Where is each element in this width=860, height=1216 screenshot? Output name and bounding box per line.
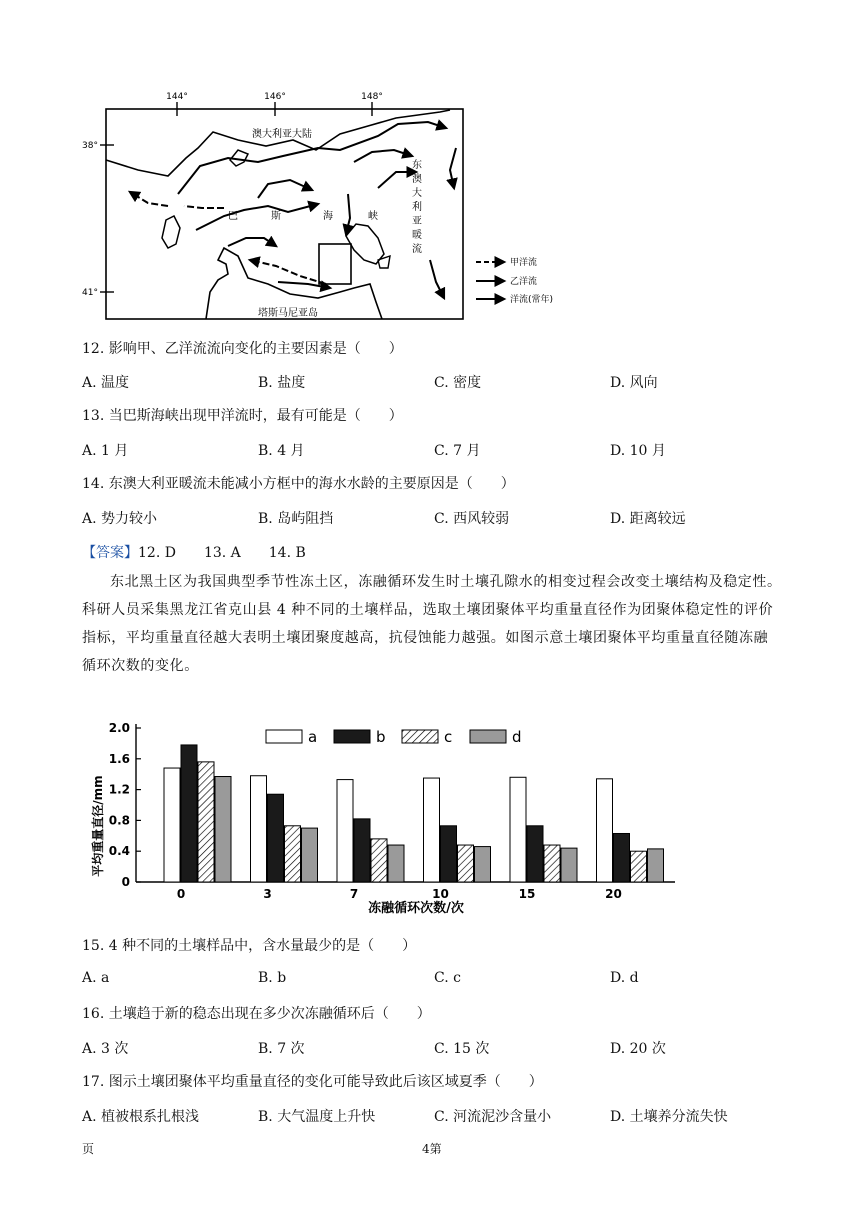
bar-c-3: [285, 826, 301, 882]
label-eac-3: 大: [412, 188, 422, 199]
label-eac-2: 澳: [412, 174, 422, 185]
chart-ylabel: 平均重量直径/mm: [91, 775, 105, 877]
bar-b-20: [614, 833, 630, 882]
legend-swatch-c: [402, 730, 438, 743]
y-tick-label: 1.6: [108, 751, 130, 766]
bar-d-3: [302, 828, 318, 882]
study-box: [319, 244, 351, 284]
bar-b-10: [441, 826, 457, 882]
jia-current-south: [250, 260, 326, 284]
bar-a-7: [337, 780, 353, 882]
q13-option-b[interactable]: B. 4 月: [258, 443, 305, 459]
y-tick-label: 1.2: [108, 782, 130, 797]
bar-a-15: [510, 777, 526, 882]
q15-option-a[interactable]: A. a: [82, 970, 110, 986]
bar-c-15: [544, 845, 560, 882]
q16-option-d[interactable]: D. 20 次: [610, 1041, 666, 1057]
bar-c-20: [631, 851, 647, 882]
q17-option-d[interactable]: D. 土壤养分流失快: [610, 1109, 728, 1125]
y-tick-label: 0: [121, 875, 130, 889]
bar-b-3: [268, 794, 284, 882]
chart-xlabel: 冻融循环次数/次: [368, 901, 464, 916]
lat-label-41: 41°: [82, 288, 98, 298]
bar-a-20: [597, 779, 613, 882]
map-frame: [106, 109, 463, 319]
q12-option-b[interactable]: B. 盐度: [258, 375, 306, 391]
legend-yi: 乙洋流: [510, 277, 538, 287]
label-eac-6: 暖: [412, 230, 422, 241]
answer-tag: 【答案】: [82, 545, 138, 561]
y-tick-label: 2.0: [108, 721, 130, 735]
legend-swatch-a: [266, 730, 302, 743]
answer-line: [82, 542, 306, 562]
q16-option-b[interactable]: B. 7 次: [258, 1041, 305, 1057]
jia-current-west: [130, 192, 168, 206]
bar-a-10: [424, 778, 440, 882]
perennial-current-5: [430, 260, 444, 298]
answer-text: 12. D 13. A 14. B: [138, 545, 306, 561]
x-tick-label: 7: [349, 887, 359, 901]
bar-b-7: [354, 819, 370, 882]
legend-label-b: b: [376, 728, 386, 746]
legend-swatch-b: [334, 730, 370, 743]
bar-b-0: [181, 745, 197, 882]
label-tasmania: 塔斯马尼亚岛: [258, 308, 318, 319]
label-eac-4: 利: [412, 202, 422, 213]
label-bass-3: 海: [323, 211, 333, 222]
legend-label-c: c: [444, 728, 453, 746]
q13-option-d[interactable]: D. 10 月: [610, 443, 666, 459]
lon-label-148: 148°: [361, 92, 383, 102]
x-tick-label: 10: [432, 887, 449, 901]
q15-option-b[interactable]: B. b: [258, 970, 287, 986]
yi-current-south: [228, 238, 276, 246]
passage: 东北黑土区为我国典型季节性冻土区，冻融循环发生时土壤孔隙水的相变过程会改变土壤结构及稳定性。科研人员采集黑龙江省克山县 4 种不同的土壤样品，选取土壤团聚体平均重量直径作为团聚体稳定性的评价指标，平均重量直径越大表明土壤团聚度越高，抗侵蚀能力越强。如图示意土壤团聚体平均重量直径随冻融循环次数的变化。: [82, 574, 782, 674]
q17-option-c[interactable]: C. 河流泥沙含量小: [434, 1109, 552, 1125]
y-tick-label: 0.8: [108, 813, 130, 828]
yi-current-middle: [196, 204, 318, 230]
bar-d-0: [215, 777, 231, 882]
bar-d-15: [561, 848, 577, 882]
perennial-current-6: [258, 180, 312, 198]
q17-option-b[interactable]: B. 大气温度上升快: [258, 1109, 376, 1125]
x-tick-label: 20: [605, 887, 622, 901]
bar-d-20: [648, 849, 664, 882]
label-eac-7: 流: [412, 244, 422, 255]
question-15: 15. 4 种不同的土壤样品中，含水量最少的是（ ）: [82, 938, 417, 954]
q17-option-a[interactable]: A. 植被根系扎根浅: [82, 1109, 200, 1125]
label-eac-1: 东: [412, 160, 422, 171]
bar-b-15: [527, 826, 543, 882]
q13-option-c[interactable]: C. 7 月: [434, 443, 481, 459]
label-eac-5: 亚: [412, 216, 422, 227]
lat-label-38: 38°: [82, 141, 98, 151]
label-bass-2: 斯: [271, 211, 281, 222]
bar-a-0: [164, 768, 180, 882]
q12-option-d[interactable]: D. 风向: [610, 375, 658, 391]
legend-swatch-d: [470, 730, 506, 743]
question-16: 16. 土壤趋于新的稳态出现在多少次冻融循环后（ ）: [82, 1006, 431, 1022]
x-tick-label: 15: [518, 887, 536, 901]
q15-option-c[interactable]: C. c: [434, 970, 461, 986]
aggregate-diameter-chart: [80, 714, 680, 920]
australia-coastline: [106, 110, 450, 176]
label-australia: 澳大利亚大陆: [252, 129, 312, 140]
question-17: 17. 图示土壤团聚体平均重量直径的变化可能导致此后该区域夏季（ ）: [82, 1074, 543, 1090]
bar-d-7: [388, 845, 404, 882]
q15-option-d[interactable]: D. d: [610, 970, 639, 986]
perennial-current-3: [346, 194, 350, 234]
king-island: [162, 216, 180, 248]
q13-option-a[interactable]: A. 1 月: [82, 443, 129, 459]
question-12: 12. 影响甲、乙洋流流向变化的主要因素是（ ）: [82, 341, 403, 357]
perennial-current-4: [450, 148, 456, 188]
legend-label-a: a: [308, 728, 318, 746]
bar-c-10: [458, 845, 474, 882]
q14-option-a[interactable]: A. 势力较小: [82, 511, 158, 527]
lon-label-146: 146°: [264, 92, 286, 102]
bass-strait-map: [78, 88, 558, 324]
q12-option-c[interactable]: C. 密度: [434, 375, 482, 391]
y-tick-label: 0.4: [108, 844, 130, 859]
legend-jia: 甲洋流: [510, 258, 538, 268]
page-number: 4第: [422, 1142, 442, 1156]
x-tick-label: 3: [263, 887, 272, 901]
q14-option-b[interactable]: B. 岛屿阻挡: [258, 511, 334, 527]
yi-current-north: [178, 122, 446, 194]
question-14: 14. 东澳大利亚暖流未能减小方框中的海水水龄的主要原因是（ ）: [82, 476, 515, 492]
legend-label-d: d: [512, 728, 522, 746]
q14-option-d[interactable]: D. 距离较远: [610, 511, 686, 527]
bar-d-10: [475, 847, 491, 882]
q14-option-c[interactable]: C. 西风较弱: [434, 511, 510, 527]
bar-a-3: [251, 776, 267, 882]
legend-perennial: 洋流(常年): [510, 295, 554, 305]
perennial-current-1: [354, 150, 412, 162]
footer-left: 页: [82, 1142, 95, 1156]
q12-option-a[interactable]: A. 温度: [82, 375, 130, 391]
q16-option-a[interactable]: A. 3 次: [82, 1041, 129, 1057]
x-tick-label: 0: [176, 887, 186, 901]
bar-c-0: [198, 762, 214, 882]
lon-label-144: 144°: [166, 92, 188, 102]
q16-option-c[interactable]: C. 15 次: [434, 1041, 490, 1057]
perennial-current-2: [378, 172, 416, 188]
bar-c-7: [371, 839, 387, 882]
question-13: 13. 当巴斯海峡出现甲洋流时，最有可能是（ ）: [82, 408, 403, 424]
label-bass-4: 峡: [368, 211, 378, 222]
label-bass-1: 巴: [228, 211, 238, 222]
